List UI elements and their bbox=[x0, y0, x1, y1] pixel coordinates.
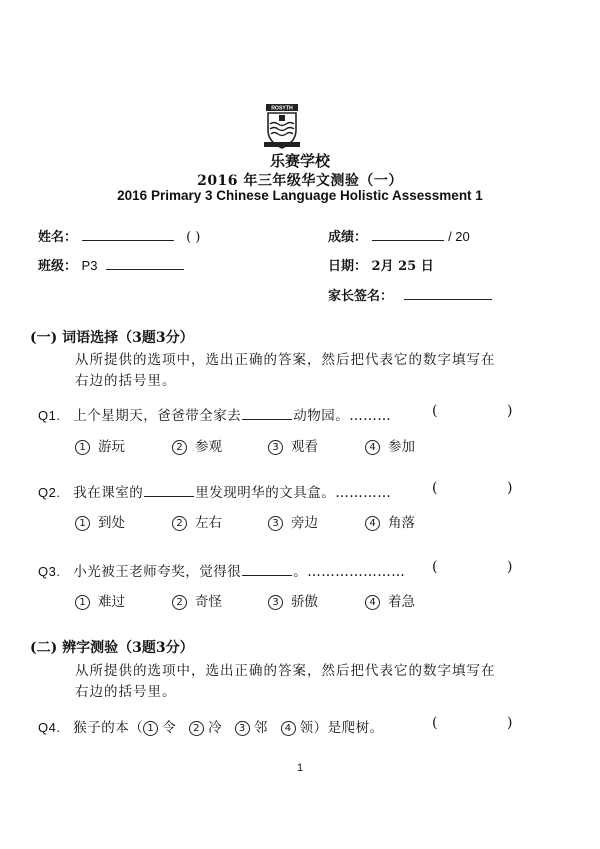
option-number-circle: 1 bbox=[143, 721, 158, 736]
question-text-after: 。 bbox=[293, 564, 308, 580]
option-text: 参加 bbox=[388, 439, 415, 455]
question-text-before: 我在课室的 bbox=[73, 485, 144, 501]
question-4 bbox=[38, 716, 384, 736]
option-text: 邻 bbox=[253, 720, 268, 736]
option-3 bbox=[268, 590, 318, 610]
question-text-after: 里发现明华的文具盒。 bbox=[195, 485, 336, 501]
class-value: P3 bbox=[81, 258, 98, 273]
question-number: Q2. bbox=[38, 485, 61, 500]
option-4 bbox=[365, 435, 415, 455]
exam-title-chinese: 2016 年三年级华文测验（一） bbox=[197, 173, 403, 189]
option-text: 骄傲 bbox=[291, 594, 318, 610]
answer-blank bbox=[242, 407, 292, 420]
date-value: 2月 25 日 bbox=[371, 259, 434, 274]
option-number-circle: 2 bbox=[172, 440, 187, 455]
option-3 bbox=[268, 511, 318, 531]
score-line bbox=[372, 228, 444, 241]
question-1 bbox=[38, 404, 391, 424]
name-index-paren: ( ) bbox=[186, 230, 201, 245]
option-1 bbox=[75, 511, 125, 531]
question-number: Q1. bbox=[38, 408, 61, 423]
answer-bracket-close: ) bbox=[507, 403, 513, 419]
question-2 bbox=[38, 481, 391, 501]
option-number-circle: 1 bbox=[75, 440, 90, 455]
answer-blank bbox=[144, 484, 194, 497]
section-2-title: (二) 辨字测验（3题3分） bbox=[30, 640, 194, 656]
option-1 bbox=[75, 435, 125, 455]
page-number: 1 bbox=[296, 762, 304, 774]
score-label: 成绩： bbox=[328, 230, 368, 245]
option-2 bbox=[172, 590, 222, 610]
option-text: 游玩 bbox=[98, 439, 125, 455]
school-crest-icon bbox=[262, 104, 302, 150]
option-1 bbox=[143, 720, 176, 736]
option-text: 角落 bbox=[388, 515, 415, 531]
option-4 bbox=[365, 511, 415, 531]
option-text: 难过 bbox=[98, 594, 125, 610]
option-4 bbox=[281, 720, 314, 736]
answer-bracket-open: ( bbox=[432, 559, 438, 575]
section-1-title: (一) 词语选择（3题3分） bbox=[30, 330, 194, 346]
school-name: 乐赛学校 bbox=[269, 152, 330, 170]
question-text-before: 上个星期天，爸爸带全家去 bbox=[73, 408, 242, 424]
name-line bbox=[82, 228, 174, 241]
exam-title-english: 2016 Primary 3 Chinese Language Holistic Assessment 1 bbox=[117, 188, 483, 203]
question-text-after: ）是爬树。 bbox=[313, 720, 384, 736]
score-field bbox=[328, 226, 470, 245]
answer-bracket-open: ( bbox=[432, 715, 438, 731]
option-2 bbox=[172, 511, 222, 531]
answer-bracket-close: ) bbox=[507, 559, 513, 575]
question-3 bbox=[38, 560, 405, 580]
option-text: 着急 bbox=[388, 594, 415, 610]
answer-bracket-close: ) bbox=[507, 715, 513, 731]
option-2 bbox=[172, 435, 222, 455]
leader-dots: ……… bbox=[349, 408, 392, 424]
name-label: 姓名： bbox=[38, 230, 78, 245]
option-3 bbox=[235, 720, 268, 736]
question-text-before: 猴子的本（ bbox=[73, 720, 144, 736]
option-text: 奇怪 bbox=[195, 594, 222, 610]
answer-bracket-close: ) bbox=[507, 480, 513, 496]
option-number-circle: 4 bbox=[281, 721, 296, 736]
option-text: 到处 bbox=[98, 515, 125, 531]
parent-signature-field bbox=[328, 285, 492, 304]
question-text-before: 小光被王老师夸奖，觉得很 bbox=[73, 564, 242, 580]
parent-signature-line bbox=[404, 287, 492, 300]
option-text: 冷 bbox=[208, 720, 223, 736]
section-2-instruction-line-1: 从所提供的选项中，选出正确的答案，然后把代表它的数字填写在 bbox=[75, 663, 496, 679]
option-number-circle: 2 bbox=[172, 516, 187, 531]
leader-dots: ………… bbox=[335, 485, 392, 501]
class-label: 班级： bbox=[38, 259, 78, 274]
option-number-circle: 4 bbox=[365, 595, 380, 610]
class-line bbox=[106, 257, 184, 270]
option-number-circle: 1 bbox=[75, 516, 90, 531]
question-text-after: 动物园。 bbox=[293, 408, 350, 424]
score-total: / 20 bbox=[448, 229, 470, 244]
option-text: 令 bbox=[162, 720, 177, 736]
parent-signature-label: 家长签名： bbox=[328, 289, 394, 304]
option-1 bbox=[75, 590, 125, 610]
option-3 bbox=[268, 435, 318, 455]
section-2-instruction-line-2: 右边的括号里。 bbox=[75, 684, 177, 700]
answer-blank bbox=[242, 563, 292, 576]
question-number: Q3. bbox=[38, 564, 61, 579]
option-2 bbox=[189, 720, 222, 736]
section-1-instruction-line-2: 右边的括号里。 bbox=[75, 373, 177, 389]
class-field bbox=[38, 255, 184, 274]
option-text: 参观 bbox=[195, 439, 222, 455]
option-number-circle: 2 bbox=[172, 595, 187, 610]
crest-label: ROSYTH bbox=[271, 105, 293, 112]
option-number-circle: 2 bbox=[189, 721, 204, 736]
name-field bbox=[38, 226, 200, 245]
section-1-instruction-line-1: 从所提供的选项中，选出正确的答案，然后把代表它的数字填写在 bbox=[75, 352, 496, 368]
option-text: 旁边 bbox=[291, 515, 318, 531]
option-number-circle: 4 bbox=[365, 516, 380, 531]
question-number: Q4. bbox=[38, 720, 61, 735]
answer-bracket-open: ( bbox=[432, 480, 438, 496]
option-text: 左右 bbox=[195, 515, 222, 531]
option-number-circle: 3 bbox=[235, 721, 250, 736]
option-number-circle: 1 bbox=[75, 595, 90, 610]
date-label: 日期： bbox=[328, 259, 368, 274]
option-4 bbox=[365, 590, 415, 610]
leader-dots: ………………… bbox=[307, 564, 406, 580]
option-number-circle: 3 bbox=[268, 440, 283, 455]
option-text: 观看 bbox=[291, 439, 318, 455]
option-number-circle: 3 bbox=[268, 516, 283, 531]
option-text: 领 bbox=[299, 720, 314, 736]
option-number-circle: 3 bbox=[268, 595, 283, 610]
option-number-circle: 4 bbox=[365, 440, 380, 455]
answer-bracket-open: ( bbox=[432, 403, 438, 419]
date-field bbox=[328, 255, 434, 274]
